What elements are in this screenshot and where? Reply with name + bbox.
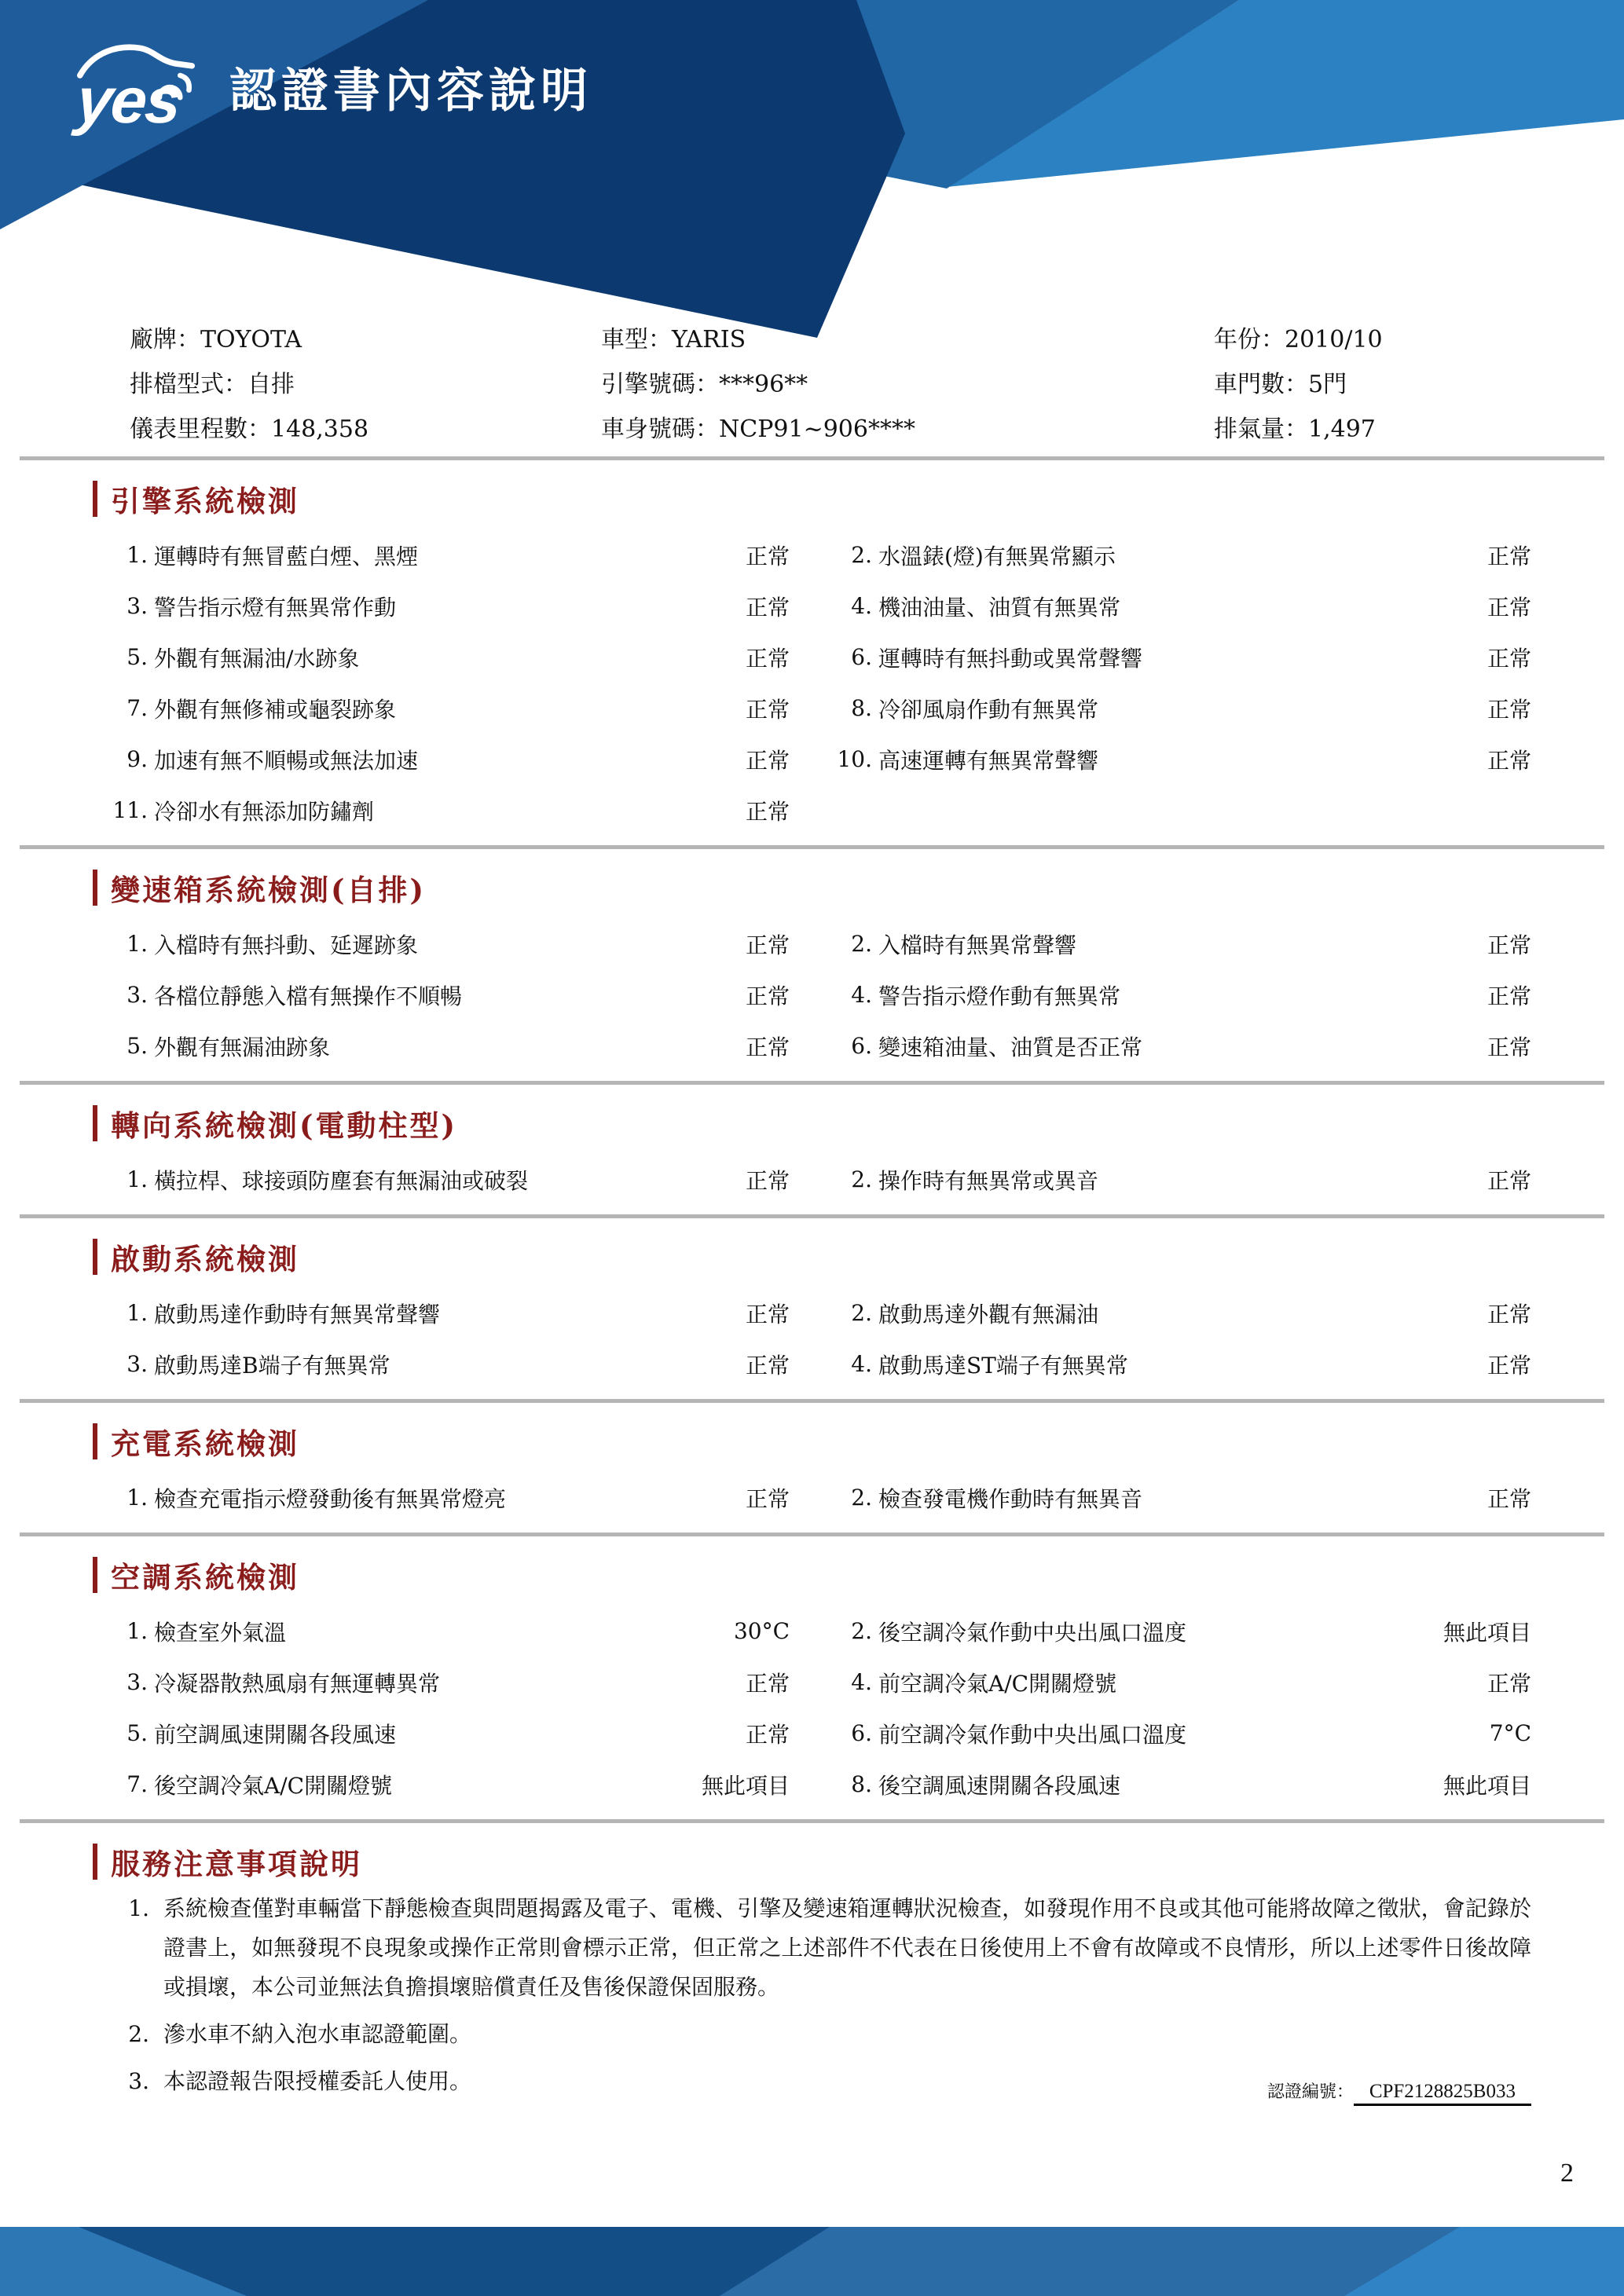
item-number: 4. (851, 1669, 872, 1695)
item-number: 5. (126, 1720, 148, 1746)
item-label: 後空調冷氣作動中央出風口溫度 (878, 1619, 1187, 1646)
field-label: 儀表里程數： (130, 416, 271, 443)
item-result: 無此項目 (1443, 1619, 1531, 1646)
separator (20, 1532, 1604, 1536)
separator (20, 845, 1604, 849)
vehicle-field (130, 362, 601, 407)
item-result: 正常 (1487, 543, 1531, 569)
separator (20, 1399, 1604, 1403)
vehicle-field (1214, 362, 1531, 407)
item-label: 前空調冷氣A/C開關燈號 (878, 1670, 1117, 1697)
check-item (93, 632, 790, 683)
field-value: TOYOTA (200, 326, 302, 353)
vehicle-field (130, 317, 601, 362)
field-value: YARIS (672, 326, 746, 353)
field-value: 1,497 (1308, 416, 1376, 443)
vehicle-field (601, 317, 1214, 362)
item-number: 3. (126, 1351, 148, 1377)
item-result: 正常 (745, 1352, 790, 1379)
check-item (93, 785, 790, 836)
item-label: 高速運轉有無異常聲響 (878, 747, 1099, 774)
item-number: 2. (851, 1300, 872, 1326)
check-item (817, 683, 1531, 734)
check-item (817, 1287, 1531, 1338)
item-label: 檢查發電機作動時有無異音 (878, 1485, 1143, 1512)
separator (20, 1819, 1604, 1823)
section-title-bar (93, 1239, 97, 1275)
check-item (93, 529, 790, 580)
item-number: 9. (126, 746, 148, 772)
note-number: 1. (128, 1895, 149, 1921)
section-title-bar (93, 1423, 97, 1459)
item-result: 正常 (1487, 1352, 1531, 1379)
section-items (93, 1154, 1531, 1205)
check-item (93, 1338, 790, 1390)
yes-logo-text: yes (73, 65, 184, 137)
item-result: 正常 (745, 543, 790, 569)
vehicle-field (601, 407, 1214, 452)
item-number: 6. (851, 1033, 872, 1059)
vehicle-field (130, 407, 601, 452)
item-result: 正常 (745, 1485, 790, 1512)
section-title-bar (93, 1105, 97, 1141)
item-number: 8. (851, 695, 872, 721)
item-result: 無此項目 (701, 1772, 790, 1799)
check-item (93, 969, 790, 1020)
item-result: 正常 (745, 1670, 790, 1697)
field-label: 車身號碼： (601, 416, 719, 443)
item-number: 8. (851, 1771, 872, 1797)
item-result: 正常 (745, 645, 790, 672)
check-item (817, 580, 1531, 632)
section-items (93, 1472, 1531, 1523)
section-title: 轉向系統檢測(電動柱型) (111, 1108, 458, 1143)
section-title-bar (93, 481, 97, 517)
item-label: 警告指示燈有無異常作動 (154, 594, 397, 621)
check-section (0, 868, 1624, 1085)
item-label: 前空調冷氣作動中央出風口溫度 (878, 1721, 1187, 1748)
field-label: 廠牌： (130, 326, 200, 353)
footer-banner (0, 2227, 1624, 2296)
section-items (93, 918, 1531, 1071)
item-number: 5. (126, 1033, 148, 1059)
check-item (93, 1657, 790, 1708)
vehicle-info (93, 317, 1531, 452)
check-section (0, 1104, 1624, 1218)
item-number: 1. (126, 542, 148, 568)
item-label: 檢查室外氣溫 (154, 1619, 287, 1646)
item-label: 後空調風速開關各段風速 (878, 1772, 1121, 1799)
item-number: 11. (112, 797, 148, 823)
note-number: 3. (128, 2068, 149, 2094)
section-title: 變速箱系統檢測(自排) (111, 873, 427, 907)
check-item (817, 1020, 1531, 1071)
item-label: 前空調風速開關各段風速 (154, 1721, 397, 1748)
vehicle-field (1214, 317, 1531, 362)
field-value: NCP91~906**** (719, 416, 915, 443)
note-item (93, 2015, 1531, 2054)
section-items (93, 1606, 1531, 1810)
item-number: 3. (126, 982, 148, 1008)
item-result: 正常 (1487, 983, 1531, 1009)
field-label: 車型： (601, 326, 672, 353)
note-number: 2. (128, 2021, 149, 2047)
item-label: 各檔位靜態入檔有無操作不順暢 (154, 983, 463, 1009)
check-item (93, 1154, 790, 1205)
item-label: 檢查充電指示燈發動後有無異常燈亮 (154, 1485, 507, 1512)
item-number: 1. (126, 1618, 148, 1644)
item-number: 1. (126, 1300, 148, 1326)
section-title-row (93, 1555, 1624, 1595)
check-item (93, 1020, 790, 1071)
field-value: 148,358 (271, 416, 369, 443)
item-result: 正常 (1487, 1670, 1531, 1697)
item-label: 啟動馬達外觀有無漏油 (878, 1301, 1099, 1327)
page-title: 認證書內容說明 (229, 64, 592, 117)
item-number: 1. (126, 1166, 148, 1192)
item-label: 運轉時有無冒藍白煙、黑煙 (154, 543, 419, 569)
check-item (93, 683, 790, 734)
check-item (93, 734, 790, 785)
check-item (93, 1472, 790, 1523)
check-item (817, 1759, 1531, 1810)
item-label: 變速箱油量、油質是否正常 (878, 1034, 1143, 1060)
check-item (817, 1338, 1531, 1390)
certificate-number: CPF2128825B033 (1354, 2081, 1531, 2106)
item-label: 加速有無不順暢或無法加速 (154, 747, 419, 774)
field-label: 引擎號碼： (601, 371, 719, 398)
check-item (817, 1472, 1531, 1523)
check-item (93, 1287, 790, 1338)
item-label: 冷卻水有無添加防鏽劑 (154, 798, 375, 825)
item-label: 運轉時有無抖動或異常聲響 (878, 645, 1143, 672)
section-title-row (93, 479, 1624, 518)
field-label: 車門數： (1214, 371, 1308, 398)
notes-title: 服務注意事項說明 (111, 1847, 362, 1881)
item-number: 3. (126, 593, 148, 619)
field-value: ***96** (719, 371, 808, 398)
content (0, 317, 1624, 2101)
item-label: 外觀有無漏油/水跡象 (154, 645, 360, 672)
header-background-shapes (0, 0, 1624, 338)
item-number: 2. (851, 1485, 872, 1511)
item-result: 正常 (1487, 932, 1531, 958)
header-banner (0, 0, 1624, 338)
field-value: 2010/10 (1285, 326, 1383, 353)
item-number: 1. (126, 931, 148, 957)
yes-logo (73, 41, 222, 137)
item-number: 7. (126, 1771, 148, 1797)
item-number: 6. (851, 1720, 872, 1746)
item-result: 正常 (745, 932, 790, 958)
separator (20, 456, 1604, 460)
check-item (817, 734, 1531, 785)
item-label: 啟動馬達B端子有無異常 (154, 1352, 390, 1379)
certificate-number-label: 認證編號： (1267, 2082, 1354, 2102)
section-title: 充電系統檢測 (111, 1426, 299, 1461)
note-text: 滲水車不納入泡水車認證範圍。 (163, 2021, 472, 2047)
check-item (817, 1657, 1531, 1708)
car-silhouette-icon (77, 39, 195, 112)
section-title: 空調系統檢測 (111, 1560, 299, 1595)
field-label: 年份： (1214, 326, 1285, 353)
item-result: 正常 (745, 1301, 790, 1327)
field-value: 自排 (247, 371, 295, 398)
item-number: 7. (126, 695, 148, 721)
item-number: 3. (126, 1669, 148, 1695)
note-text: 系統檢查僅對車輛當下靜態檢查與問題揭露及電子、電機、引擎及變速箱運轉狀況檢查，如發現作用不良或其他可能將故障之徵狀，會記錄於證書上，如無發現不良現象或操作正常則會標示正常，但正常之上述部件不代表在日後使用上不會有故障或不良情形，所以上述零件日後故障或損壞，本公司並無法負擔損壞賠償責任及售後保證保固服務。 (163, 1895, 1531, 2000)
item-result: 無此項目 (1443, 1772, 1531, 1799)
check-item (817, 969, 1531, 1020)
section-title-bar (93, 870, 97, 906)
section-title-row (93, 1237, 1624, 1276)
notes-title-row (93, 1842, 1624, 1881)
check-item (817, 529, 1531, 580)
separator (20, 1214, 1604, 1218)
field-value: 5門 (1308, 371, 1347, 398)
item-label: 後空調冷氣A/C開關燈號 (154, 1772, 393, 1799)
item-label: 冷凝器散熱風扇有無運轉異常 (154, 1670, 441, 1697)
item-label: 水溫錶(燈)有無異常顯示 (878, 543, 1116, 569)
item-result: 正常 (1487, 1167, 1531, 1194)
item-number: 4. (851, 982, 872, 1008)
section-items (93, 1287, 1531, 1390)
item-label: 外觀有無漏油跡象 (154, 1034, 331, 1060)
item-label: 入檔時有無異常聲響 (878, 932, 1077, 958)
check-item (817, 1708, 1531, 1759)
item-number: 6. (851, 644, 872, 670)
page-number: 2 (1560, 2159, 1574, 2188)
item-label: 橫拉桿、球接頭防塵套有無漏油或破裂 (154, 1167, 529, 1194)
item-result: 正常 (1487, 594, 1531, 621)
item-result: 正常 (745, 983, 790, 1009)
section-title-bar (93, 1557, 97, 1593)
item-result: 正常 (745, 1167, 790, 1194)
check-item (93, 580, 790, 632)
item-result: 正常 (745, 696, 790, 723)
section-title: 引擎系統檢測 (111, 484, 299, 518)
item-label: 啟動馬達作動時有無異常聲響 (154, 1301, 441, 1327)
item-result: 正常 (1487, 1485, 1531, 1512)
vehicle-field (601, 362, 1214, 407)
item-result: 正常 (745, 1034, 790, 1060)
separator (20, 1081, 1604, 1085)
field-label: 排檔型式： (130, 371, 247, 398)
check-item (817, 632, 1531, 683)
check-item (93, 918, 790, 969)
item-label: 操作時有無異常或異音 (878, 1167, 1099, 1194)
item-label: 啟動馬達ST端子有無異常 (878, 1352, 1128, 1379)
check-section (0, 1422, 1624, 1536)
item-result: 正常 (1487, 696, 1531, 723)
item-result: 正常 (1487, 747, 1531, 774)
item-number: 2. (851, 1166, 872, 1192)
note-text: 本認證報告限授權委託人使用。 (163, 2068, 472, 2094)
section-title-row (93, 1104, 1624, 1143)
item-number: 10. (837, 746, 872, 772)
item-label: 冷卻風扇作動有無異常 (878, 696, 1099, 723)
item-result: 7°C (1489, 1720, 1531, 1746)
vehicle-field (1214, 407, 1531, 452)
check-item (93, 1708, 790, 1759)
item-result: 正常 (1487, 1034, 1531, 1060)
item-result: 正常 (745, 1721, 790, 1748)
check-item (817, 918, 1531, 969)
item-label: 機油油量、油質有無異常 (878, 594, 1121, 621)
check-sections (0, 479, 1624, 1823)
check-section (0, 479, 1624, 849)
certificate-number-row (1267, 2078, 1531, 2103)
section-title: 啟動系統檢測 (111, 1242, 299, 1276)
item-number: 1. (126, 1485, 148, 1511)
section-items (93, 529, 1531, 836)
section-title-row (93, 1422, 1624, 1461)
item-result: 正常 (1487, 645, 1531, 672)
check-item (93, 1759, 790, 1810)
check-item (817, 1606, 1531, 1657)
item-result: 正常 (745, 747, 790, 774)
item-result: 30°C (733, 1618, 790, 1644)
item-result: 正常 (745, 798, 790, 825)
note-item (93, 1889, 1531, 2007)
item-result: 正常 (745, 594, 790, 621)
item-label: 外觀有無修補或龜裂跡象 (154, 696, 397, 723)
check-item (817, 1154, 1531, 1205)
item-number: 4. (851, 593, 872, 619)
section-title-bar (93, 1844, 97, 1880)
item-number: 2. (851, 931, 872, 957)
field-label: 排氣量： (1214, 416, 1308, 443)
item-number: 2. (851, 542, 872, 568)
check-section (0, 1237, 1624, 1403)
item-number: 2. (851, 1618, 872, 1644)
check-item (93, 1606, 790, 1657)
item-number: 4. (851, 1351, 872, 1377)
check-section (0, 1555, 1624, 1823)
item-result: 正常 (1487, 1301, 1531, 1327)
item-label: 警告指示燈作動有無異常 (878, 983, 1121, 1009)
item-label: 入檔時有無抖動、延遲跡象 (154, 932, 419, 958)
item-number: 5. (126, 644, 148, 670)
service-notes (93, 1889, 1531, 2101)
section-title-row (93, 868, 1624, 907)
